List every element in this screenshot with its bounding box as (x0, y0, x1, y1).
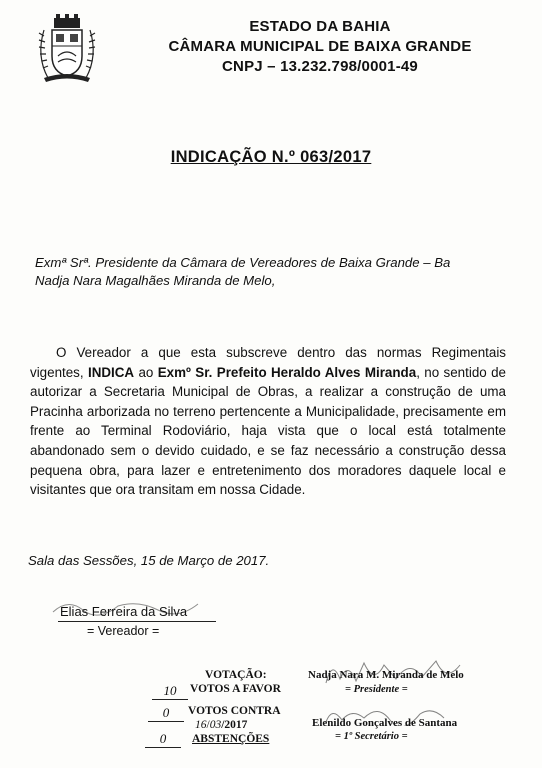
votes-contra-label: VOTOS CONTRA (188, 705, 281, 717)
body-prefeito: Exmº Sr. Prefeito Heraldo Alves Miranda (157, 364, 417, 380)
address-line-2: Nadja Nara Magalhães Miranda de Melo, (35, 273, 276, 288)
abstentions-label: ABSTENÇÕES (192, 733, 270, 745)
president-name: Nadja Nara M. Miranda de Melo (308, 669, 464, 681)
votes-favor-label: VOTOS A FAVOR (190, 683, 281, 695)
vereador-name: Elias Ferreira da Silva (60, 604, 188, 619)
vote-date: 16/03/2017 (195, 719, 248, 731)
signature-line (58, 621, 216, 622)
address-line-1: Exmª Srª. Presidente da Câmara de Vereadores de Baixa Grande – Ba (35, 255, 451, 270)
body-paragraph (30, 343, 506, 500)
body-text-2: ao (134, 364, 158, 380)
vote-date-year: /2017 (221, 719, 248, 731)
votes-contra-count: 0 (148, 705, 184, 722)
president-role: = Presidente = (345, 684, 408, 695)
vote-date-day: 16 (195, 719, 207, 731)
vereador-role: = Vereador = (87, 624, 160, 638)
abstentions-count: 0 (145, 731, 181, 748)
votes-favor-count: 10 (152, 683, 188, 700)
body-text-3: , no sentido de autorizar a Secretaria Municipal de Obras, a realizar a construção de uma Pracinha arborizada no terreno pertencente a Municipalidade, precisamente em frente ao Terminal Rodoviário, haja vista que o local está totalmente abandonado sem o devido cuidado, e se faz necessário a construção dessa pequena obra, para lazer e entretenimento dos moradores daquele local e visitantes que ora transitam em nossa Cidade. (30, 364, 506, 498)
header-chamber: CÂMARA MUNICIPAL DE BAIXA GRANDE (168, 38, 472, 55)
votacao-label: VOTAÇÃO: (205, 669, 267, 681)
vote-date-month: 03 (209, 719, 222, 731)
header-cnpj: CNPJ – 13.232.798/0001-49 (222, 58, 418, 75)
secretary-name: Elenildo Gonçalves de Santana (312, 717, 458, 729)
secretary-role: = 1º Secretário = (335, 731, 408, 742)
session-date: Sala das Sessões, 15 de Março de 2017. (28, 553, 270, 568)
municipal-crest-icon (28, 12, 106, 84)
body-text-1: O Vereador a que esta subscreve dentro das normas Regimentais vigentes, (30, 345, 506, 380)
header-state: ESTADO DA BAHIA (249, 18, 391, 35)
document-title (100, 148, 442, 167)
body-indica: INDICA (87, 364, 135, 380)
document-title-text: INDICAÇÃO N.º 063/2017 (170, 148, 372, 166)
